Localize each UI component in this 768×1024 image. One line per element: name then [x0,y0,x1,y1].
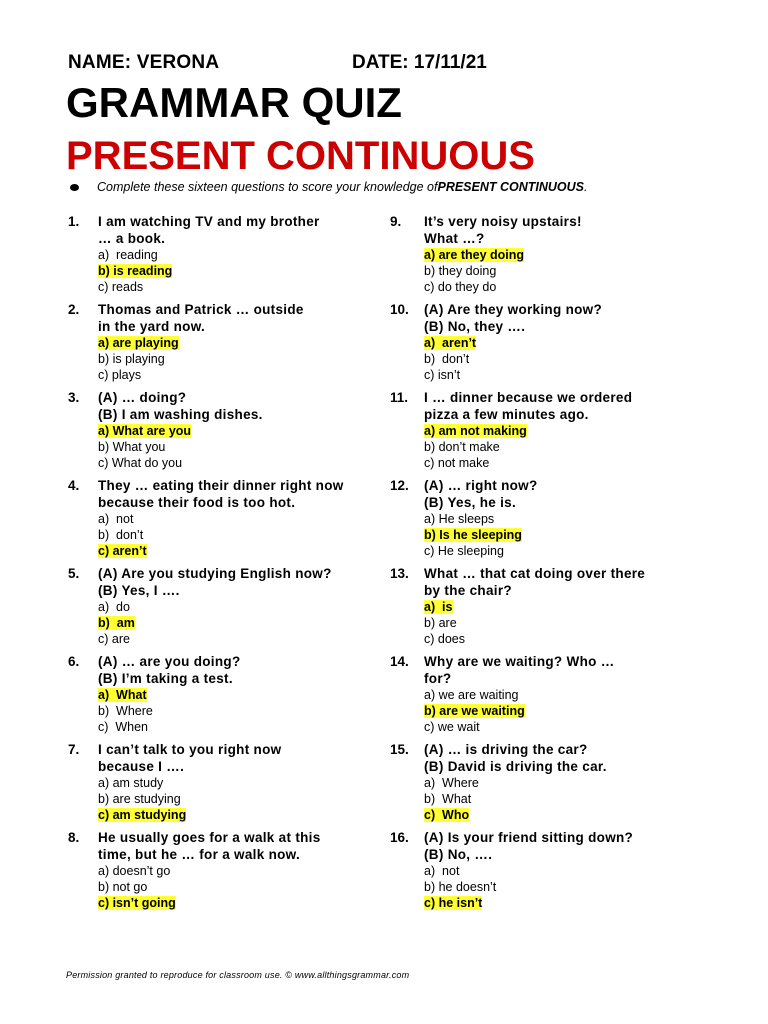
question-item [390,829,710,911]
question-number: 1. [68,214,80,229]
answer-option-label: a) am study [98,776,164,790]
answer-option [98,599,388,615]
answer-option-label: a) Where [424,776,479,790]
answer-option [98,439,388,455]
answer-option-label: a) reading [98,248,158,262]
answer-option [424,719,710,735]
footer-permission: Permission granted to reproduce for classroom use. © www.allthingsgrammar.com [66,970,410,980]
answer-option-label: c) When [98,720,149,734]
question-number: 2. [68,302,80,317]
question-number: 9. [390,214,402,229]
answer-option-selected [424,335,710,351]
answer-option-label: c) he isn’t [424,896,483,910]
answer-option [98,631,388,647]
question-number: 7. [68,742,80,757]
question-text: They … eating their dinner right now because their food is too hot. [98,478,344,510]
instructions-end: . [584,180,588,194]
question-item [390,741,710,823]
answer-option-label: b) Where [98,704,153,718]
answer-option-label: c) not make [424,456,490,470]
answer-option [424,543,710,559]
answer-option-label: b) What you [98,440,166,454]
answer-option-selected [424,599,710,615]
answer-option [424,615,710,631]
answer-option-label: c) What do you [98,456,183,470]
answer-option-label: c) are [98,632,130,646]
answer-option-label: a) He sleeps [424,512,495,526]
answer-option-selected [424,703,710,719]
question-text: (A) … doing? (B) I am washing dishes. [98,390,263,422]
answer-option [98,247,388,263]
question-number: 13. [390,566,409,581]
answer-option-label: b) is playing [98,352,165,366]
answer-option [424,455,710,471]
answer-option [98,527,388,543]
answer-option-label: a) not [424,864,460,878]
question-number: 6. [68,654,80,669]
answer-option-label: c) isn’t [424,368,461,382]
answer-option-label: b) he doesn’t [424,880,497,894]
answer-option-label: b) What [424,792,472,806]
answer-option [98,511,388,527]
question-text: Thomas and Patrick … outside in the yard now. [98,302,304,334]
question-item [68,477,388,559]
answer-option-selected [98,543,388,559]
answer-option-label: a) aren’t [424,336,477,350]
name-label: NAME: VERONA [68,52,220,73]
question-text: I can’t talk to you right now because I …. [98,742,282,774]
answer-option [98,351,388,367]
answer-option [424,791,710,807]
answer-option-label: a) What are you [98,424,192,438]
question-item [390,477,710,559]
question-text: (A) … are you doing? (B) I’m taking a test. [98,654,241,686]
answer-option-selected [98,895,388,911]
answer-option-label: b) is reading [98,264,173,278]
answer-option-label: b) am [98,616,135,630]
question-text: (A) Are you studying English now? (B) Yes, I …. [98,566,332,598]
answer-option-label: b) are we waiting [424,704,525,718]
answer-option-label: b) don’t [424,352,470,366]
page-subtitle: PRESENT CONTINUOUS [66,134,535,178]
answer-option-label: b) don’t make [424,440,500,454]
question-text: (A) Are they working now? (B) No, they …. [424,302,603,334]
answer-option-label: a) do [98,600,130,614]
instructions-text: Complete these sixteen questions to score your knowledge of [97,180,438,194]
answer-option-label: b) are [424,616,457,630]
question-item [390,565,710,647]
question-text: Why are we waiting? Who … for? [424,654,615,686]
answer-option [424,351,710,367]
answer-option-label: c) does [424,632,465,646]
answer-option [424,631,710,647]
page-title: GRAMMAR QUIZ [66,79,402,126]
question-item [68,565,388,647]
question-item [68,741,388,823]
answer-option [98,279,388,295]
answer-option [424,687,710,703]
answer-option-label: b) Is he sleeping [424,528,522,542]
question-item [68,301,388,383]
answer-option-label: c) plays [98,368,142,382]
question-number: 5. [68,566,80,581]
answer-option-selected [424,807,710,823]
answer-option-label: b) not go [98,880,148,894]
question-item [68,213,388,295]
answer-option-label: c) reads [98,280,144,294]
question-item [390,389,710,471]
question-text: What … that cat doing over there by the chair? [424,566,646,598]
answer-option-label: a) we are waiting [424,688,519,702]
answer-option-selected [98,687,388,703]
question-item [390,213,710,295]
answer-option-selected [98,807,388,823]
question-number: 3. [68,390,80,405]
answer-option [424,511,710,527]
bullet-icon [70,184,79,191]
answer-option-selected [98,615,388,631]
answer-option [424,263,710,279]
question-item [68,653,388,735]
answer-option [98,455,388,471]
date-label: DATE: 17/11/21 [352,52,487,73]
question-text: He usually goes for a walk at this time, but he … for a walk now. [98,830,321,862]
question-number: 16. [390,830,409,845]
answer-option [98,879,388,895]
answer-option-selected [98,263,388,279]
answer-option-selected [424,247,710,263]
question-number: 14. [390,654,409,669]
answer-option [98,791,388,807]
question-number: 15. [390,742,409,757]
answer-option-label: c) aren’t [98,544,147,558]
question-text: (A) … right now? (B) Yes, he is. [424,478,538,510]
answer-option-label: c) am studying [98,808,187,822]
question-item [390,653,710,735]
answer-option [424,439,710,455]
question-item [68,389,388,471]
question-text: (A) Is your friend sitting down? (B) No, …. [424,830,634,862]
answer-option-label: a) am not making [424,424,527,438]
answer-option-label: a) What [98,688,147,702]
answer-option [424,367,710,383]
answer-option-label: b) they doing [424,264,497,278]
question-number: 12. [390,478,409,493]
answer-option-label: c) we wait [424,720,480,734]
question-number: 10. [390,302,409,317]
question-text: It’s very noisy upstairs! What …? [424,214,582,246]
question-number: 4. [68,478,80,493]
answer-option-label: a) is [424,600,453,614]
answer-option-label: b) don’t [98,528,144,542]
answer-option-selected [424,423,710,439]
answer-option-selected [98,335,388,351]
instructions-emphasis: PRESENT CONTINUOUS [437,180,585,194]
answer-option-label: a) not [98,512,134,526]
answer-option [98,863,388,879]
answer-option-label: a) are playing [98,336,179,350]
answer-option-label: b) are studying [98,792,181,806]
answer-option-label: c) do they do [424,280,497,294]
answer-option [98,703,388,719]
question-item [390,301,710,383]
answer-option-selected [98,423,388,439]
answer-option [424,879,710,895]
question-text: (A) … is driving the car? (B) David is driving the car. [424,742,607,774]
answer-option-selected [424,895,710,911]
answer-option [424,775,710,791]
answer-option-label: c) Who [424,808,470,822]
question-number: 8. [68,830,80,845]
question-item [68,829,388,911]
answer-option [424,279,710,295]
answer-option [424,863,710,879]
question-text: I … dinner because we ordered pizza a few minutes ago. [424,390,633,422]
question-number: 11. [390,390,409,405]
answer-option-label: a) doesn’t go [98,864,171,878]
answer-option [98,367,388,383]
answer-option-label: c) He sleeping [424,544,504,558]
question-text: I am watching TV and my brother … a book. [98,214,320,246]
answer-option [98,719,388,735]
answer-option [98,775,388,791]
answer-option-label: c) isn’t going [98,896,176,910]
answer-option-label: a) are they doing [424,248,525,262]
answer-option-selected [424,527,710,543]
instructions [70,180,588,194]
